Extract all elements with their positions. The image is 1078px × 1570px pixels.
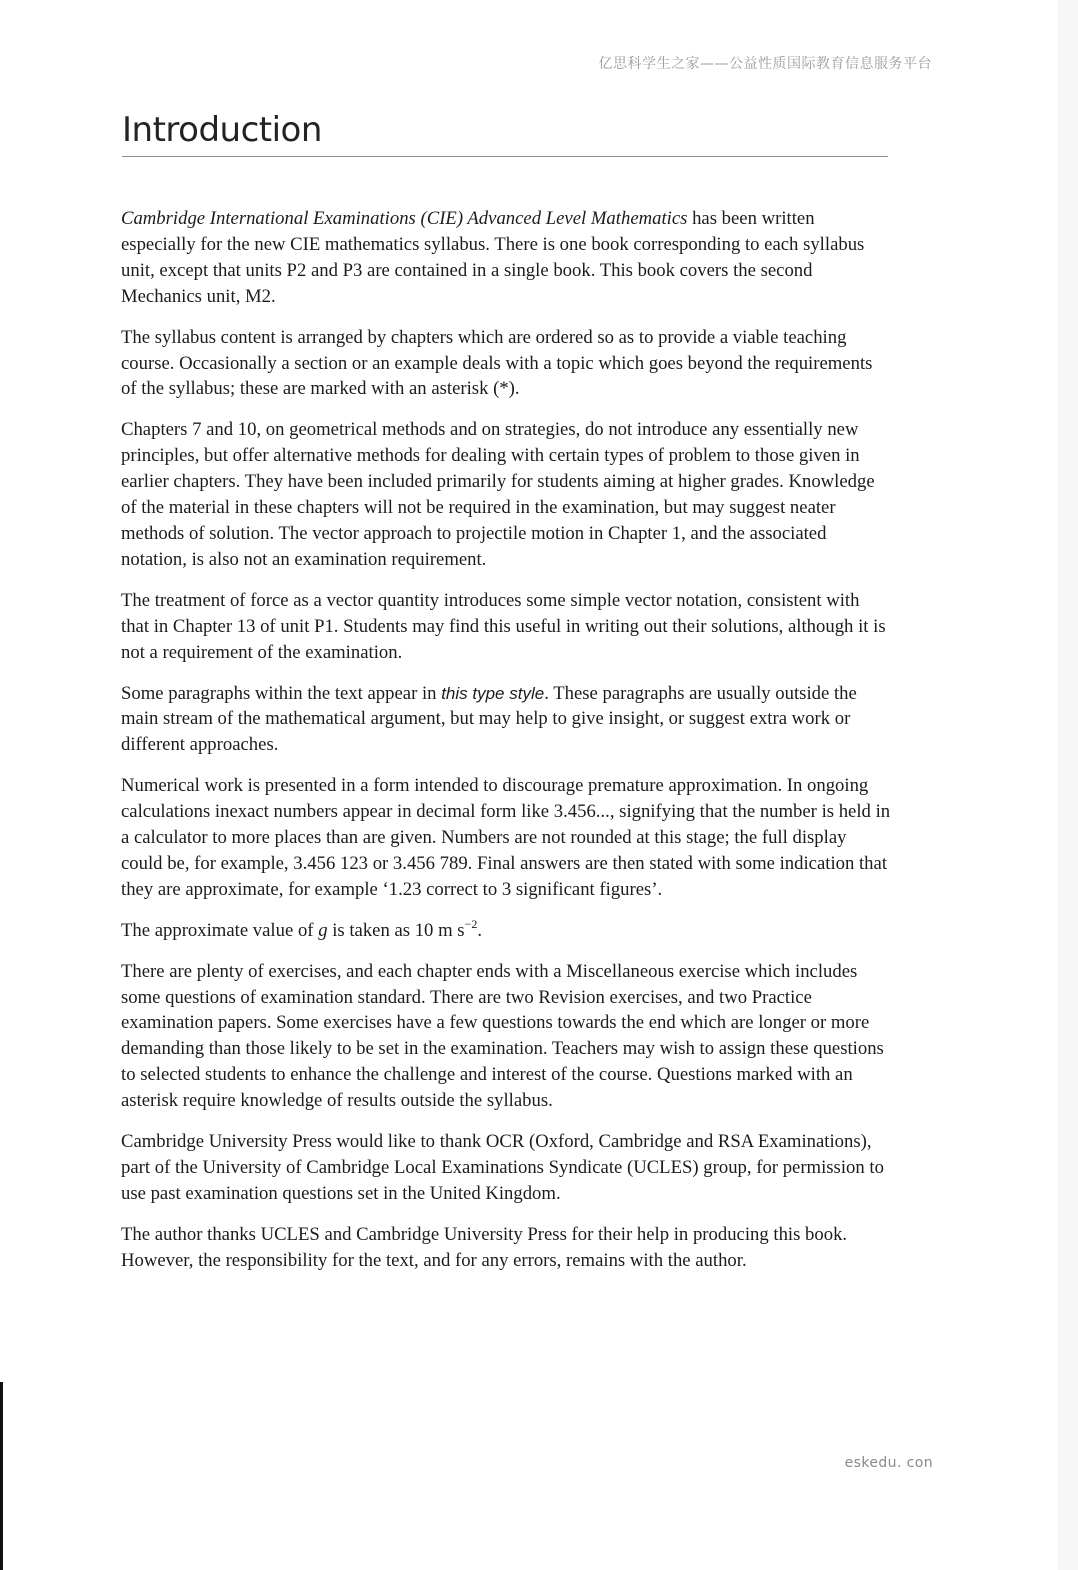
title-underline	[122, 156, 888, 157]
paragraph-chapters-note: Chapters 7 and 10, on geometrical methods and on strategies, do not introduce any essentially new principles, but offer alternative methods for dealing with certain types of problem to those given in earlier chapters. They have been included primarily for students aiming at higher grades. Knowledge of the material in these chapters will not be required in the examination, but may suggest neater methods of solution. The vector approach to projectile motion in Chapter 1, and the associated notation, is also not an examination requirement.	[121, 419, 875, 570]
introduction-body	[121, 206, 891, 1274]
type-style-sample: this type style	[441, 683, 545, 703]
watermark-header: 亿思科学生之家——公益性质国际教育信息服务平台	[598, 56, 932, 72]
scan-shadow-right	[1058, 0, 1078, 1570]
paragraph-text: .	[477, 919, 483, 941]
paragraph-vector-notation: The treatment of force as a vector quantity introduces some simple vector notation, consistent with that in Chapter 13 of unit P1. Students may find this useful in writing out their solutions, although it is not a requirement of the examination.	[121, 589, 886, 663]
paragraph-text: has been written especially for the new CIE mathematics syllabus. There is one book corresponding to each syllabus unit, except that units P2 and P3 are contained in a single book. This book covers the second Mechanics unit, M2.	[121, 208, 865, 307]
paragraph-text: is taken as 10 m s	[327, 919, 465, 941]
page-title: Introduction	[122, 110, 322, 150]
unit-exponent: −2	[464, 916, 478, 931]
paragraph-book-overview	[121, 206, 891, 310]
paragraph-author-thanks: The author thanks UCLES and Cambridge University Press for their help in producing this book. However, the responsibility for the text, and for any errors, remains with the author.	[121, 1223, 848, 1271]
paragraph-text: The approximate value of	[121, 919, 319, 941]
scan-edge-mark	[0, 1382, 3, 1570]
paragraph-exercises: There are plenty of exercises, and each chapter ends with a Miscellaneous exercise which includes some questions of examination standard. There are two Revision exercises, and two Practice examination papers. Some exercises have a few questions towards the end which are longer or more demanding than those likely to be set in the examination. Teachers may wish to assign these questions to selected students to enhance the challenge and interest of the course. Questions marked with an asterisk require knowledge of results outside the syllabus.	[121, 960, 884, 1112]
paragraph-syllabus-content: The syllabus content is arranged by chapters which are ordered so as to provide a viable teaching course. Occasionally a section or an example deals with a topic which goes beyond the requirements of the syllabus; these are marked with an asterisk (*).	[121, 326, 873, 400]
gravity-symbol: g	[318, 919, 328, 941]
watermark-footer: eskedu. con	[844, 1455, 933, 1471]
paragraph-gravity-value	[121, 918, 891, 944]
paragraph-type-style	[121, 681, 891, 759]
paragraph-text: . These paragraphs are usually outside the main stream of the mathematical argument, but may help to give insight, or suggest extra work or different approaches.	[121, 682, 857, 756]
paragraph-text: Some paragraphs within the text appear in	[121, 682, 442, 704]
paragraph-acknowledgement-ocr: Cambridge University Press would like to thank OCR (Oxford, Cambridge and RSA Examinations), part of the University of Cambridge Local Examinations Syndicate (UCLES) group, for permission to use past examination questions set in the United Kingdom.	[121, 1131, 884, 1204]
paragraph-numerical-work: Numerical work is presented in a form intended to discourage premature approximation. In ongoing calculations inexact numbers appear in decimal form like 3.456..., signifying that the number is held in a calculator to more places than are given. Numbers are not rounded at this stage; the full display could be, for example, 3.456 123 or 3.456 789. Final answers are then stated with some indication that they are approximate, for example ‘1.23 correct to 3 significant figures’.	[121, 775, 891, 900]
book-series-title: Cambridge International Examinations (CIE) Advanced Level Mathematics	[121, 208, 688, 229]
